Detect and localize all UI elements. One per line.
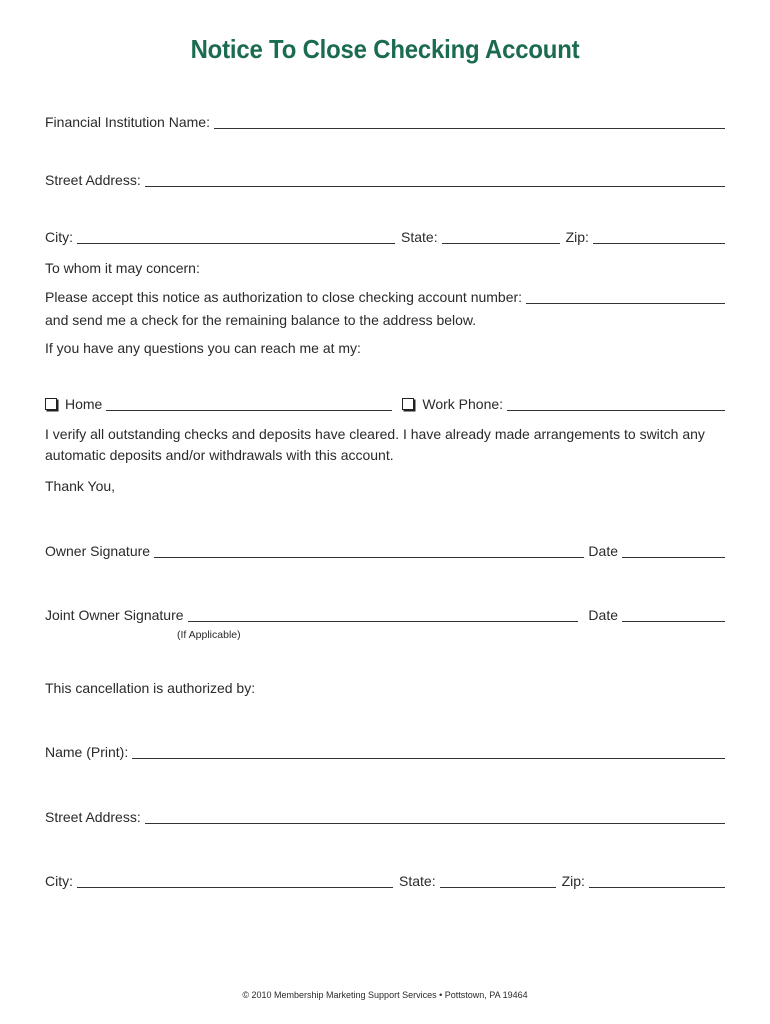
joint-signature-label: Joint Owner Signature [45, 607, 184, 623]
if-applicable-note: (If Applicable) [177, 629, 241, 641]
auth-state-label: State: [399, 873, 436, 889]
owner-signature-label: Owner Signature [45, 543, 151, 559]
joint-date-label: Date [588, 607, 618, 623]
work-phone-label: Work Phone: [422, 396, 504, 412]
joint-signature-field[interactable] [188, 609, 579, 622]
work-checkbox[interactable] [402, 398, 414, 410]
state-label: State: [401, 229, 438, 245]
auth-street-label: Street Address: [45, 809, 141, 825]
account-number-row [45, 289, 725, 305]
account-number-field[interactable] [526, 291, 725, 304]
owner-date-field[interactable] [622, 545, 725, 558]
print-name-field[interactable] [132, 746, 725, 759]
home-label: Home [65, 396, 103, 412]
zip-label: Zip: [565, 229, 589, 245]
city-state-zip-row [45, 229, 725, 245]
page-title: Notice To Close Checking Account [190, 34, 580, 64]
owner-signature-row [45, 543, 725, 559]
city-field[interactable] [77, 231, 395, 244]
greeting: To whom it may concern: [45, 260, 200, 276]
thank-you: Thank You, [45, 478, 116, 494]
owner-signature-field[interactable] [154, 545, 584, 558]
home-phone-field[interactable] [106, 398, 392, 411]
street-address-field[interactable] [145, 174, 725, 187]
owner-date-label: Date [588, 543, 618, 559]
home-checkbox[interactable] [45, 398, 57, 410]
street-address-row [45, 172, 725, 188]
verify-text: I verify all outstanding checks and deposits have cleared. I have already made arrangements to switch any automatic deposits and/or withdrawals with this account. [45, 426, 705, 463]
auth-state-field[interactable] [440, 875, 556, 888]
work-phone-field[interactable] [507, 398, 725, 411]
institution-name-label: Financial Institution Name: [45, 114, 210, 130]
joint-date-field[interactable] [622, 609, 725, 622]
state-field[interactable] [442, 231, 560, 244]
zip-field[interactable] [593, 231, 725, 244]
print-name-row [45, 744, 725, 760]
footer-copyright: © 2010 Membership Marketing Support Services • Pottstown, PA 19464 [242, 990, 528, 1000]
authorization-heading: This cancellation is authorized by: [45, 680, 256, 696]
account-number-label: Please accept this notice as authorization to close checking account number: [45, 289, 523, 305]
auth-zip-field[interactable] [589, 875, 725, 888]
institution-name-field[interactable] [214, 116, 725, 129]
street-address-label: Street Address: [45, 172, 141, 188]
auth-city-field[interactable] [77, 875, 393, 888]
phone-row [45, 396, 725, 412]
auth-city-state-zip-row [45, 873, 725, 889]
joint-signature-row [45, 607, 725, 623]
institution-name-row [45, 114, 725, 130]
auth-street-row [45, 809, 725, 825]
contact-line: If you have any questions you can reach me at my: [45, 340, 361, 356]
city-label: City: [45, 229, 73, 245]
auth-zip-label: Zip: [561, 873, 585, 889]
print-name-label: Name (Print): [45, 744, 129, 760]
auth-street-field[interactable] [145, 811, 725, 824]
auth-city-label: City: [45, 873, 73, 889]
request-line-2: and send me a check for the remaining balance to the address below. [45, 312, 477, 328]
